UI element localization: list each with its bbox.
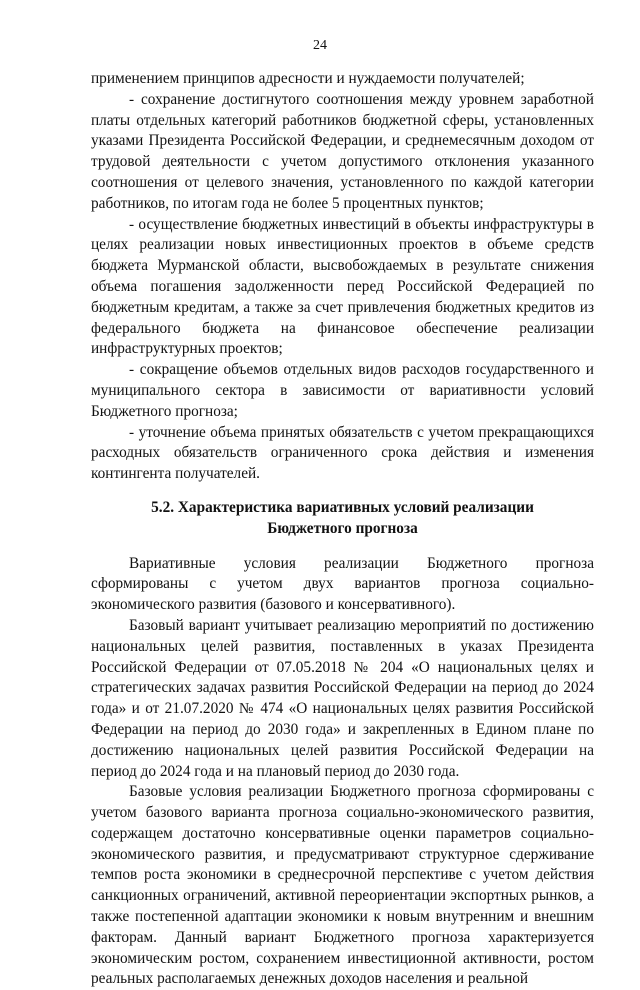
paragraph-variative-conditions: Вариативные условия реализации Бюджетного прогноза сформированы с учетом двух вариантов прогноза социально-экономического развития (базового и консервативного). — [91, 554, 594, 614]
section-heading — [91, 498, 594, 540]
paragraph-infrastructure-investments: - осуществление бюджетных инвестиций в объекты инфраструктуры в целях реализации новых инвестиционных проектов в объеме средств бюджета Мурманской области, высвобождаемых в результате снижения объема погашения задолженности перед Российской Федерацией по бюджетным кредитам, а также за счет привлечения бюджетных кредитов из федерального бюджета на финансовое обеспечение реализации инфраструктурных проектов; — [91, 215, 594, 358]
paragraph-salary-ratio: - сохранение достигнутого соотношения между уровнем заработной платы отдельных категорий работников бюджетной сферы, установленных указами Президента Российской Федерации, и среднемесячным доходом от трудовой деятельности с учетом допустимого отклонения указанного соотношения от целевого значения, установленного по каждой категории работников, по итогам года не более 5 процентных пунктов; — [91, 90, 594, 212]
paragraph-expense-reduction: - сокращение объемов отдельных видов расходов государственного и муниципального сектора в зависимости от вариативности условий Бюджетного прогноза; — [91, 361, 594, 420]
section-heading-line-2: Бюджетного прогноза — [267, 519, 418, 537]
paragraph-continuation: применением принципов адресности и нуждаемости получателей; — [91, 70, 525, 87]
paragraph-base-conditions: Базовые условия реализации Бюджетного прогноза сформированы с учетом базового варианта прогноза социально-экономического развития, содержащем достаточно консервативные оценки параметров социально-экономического развития, и предусматривают структурное сдерживание темпов роста экономики в среднесрочной перспективе с учетом действия санкционных ограничений, активной переориентации экспортных рынков, а также постепенной адаптации экономики к новым внутренним и внешним факторам. Данный вариант Бюджетного прогноза характеризуется экономическим ростом, сохранением инвестиционной активности, ростом реальных располагаемых денежных доходов населения и реальной — [91, 783, 594, 988]
document-body — [91, 69, 594, 990]
section-heading-line-1: 5.2. Характеристика вариативных условий реализации — [151, 498, 534, 516]
paragraph-obligations-refinement: - уточнение объема принятых обязательств с учетом прекращающихся расходных обязательств ограниченного срока действия и изменения контингента получателей. — [91, 423, 594, 483]
page-number: 24 — [313, 38, 327, 53]
paragraph-base-variant: Базовый вариант учитывает реализацию мероприятий по достижению национальных целей развития, поставленных в указах Президента Российской Федерации от 07.05.2018 № 204 «О национальных целях и стратегических задачах развития Российской Федерации на период до 2024 года» и от 21.07.2020 № 474 «О национальных целях развития Российской Федерации на период до 2030 года» и закрепленных в Едином плане по достижению национальных целей развития Российской Федерации на период до 2024 года и на плановый период до 2030 года. — [91, 616, 594, 780]
